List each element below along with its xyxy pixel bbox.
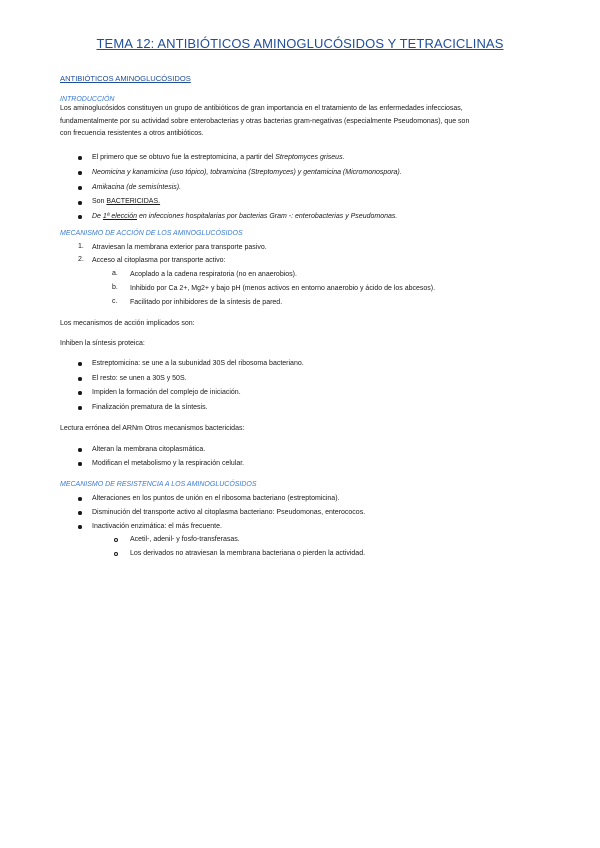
- list-item: El resto: se unen a 30S y 50S.: [92, 375, 187, 382]
- circle-bullet-marker: [114, 538, 118, 542]
- list-item: Disminución del transporte activo al citoplasma bacteriano: Pseudomonas, enterococos.: [92, 509, 366, 516]
- intro-line-3: con frecuencia resistentes a otros antibióticos.: [60, 130, 204, 137]
- intro-line-1: Los aminoglucósidos constituyen un grupo de antibióticos de gran importancia en el tratamiento de las enfermedades infecciosas,: [60, 105, 463, 112]
- list-item: Amikacina (de semisíntesis).: [92, 184, 182, 191]
- intro-paragraph: [60, 103, 550, 141]
- list-item-underline: 1ª elección: [102, 213, 138, 220]
- page-title: TEMA 12: ANTIBIÓTICOS AMINOGLUCÓSIDOS Y TETRACICLINAS: [96, 36, 504, 51]
- list-item-text: Son: [92, 198, 107, 205]
- mechanisms-intro: Los mecanismos de acción implicados son:: [60, 320, 195, 327]
- list-item: Alteraciones en los puntos de unión en el ribosoma bacteriano (estreptomicina).: [92, 495, 340, 502]
- list-item: Modifican el metabolismo y la respiración celular.: [92, 460, 245, 467]
- bullet-marker: [78, 462, 82, 466]
- bullet-marker: [78, 215, 82, 219]
- bullet-marker: [78, 525, 82, 529]
- bullet-marker: [78, 391, 82, 395]
- list-item-text: El primero que se obtuvo fue la estreptomicina, a partir del: [92, 154, 276, 161]
- list-letter: b.: [112, 284, 118, 291]
- bullet-marker: [78, 171, 82, 175]
- list-item: Impiden la formación del complejo de iniciación.: [92, 389, 241, 396]
- list-item: Atraviesan la membrana exterior para transporte pasivo.: [92, 244, 267, 251]
- list-item: Neomicina y kanamicina (uso tópico), tobramicina (Streptomyces) y gentamicina (Micromonospora).: [92, 169, 402, 176]
- list-item: Acceso al citoplasma por transporte activo:: [92, 257, 226, 264]
- protein-heading: Inhiben la síntesis proteica:: [60, 340, 145, 347]
- bullet-marker: [78, 156, 82, 160]
- bullet-marker: [78, 406, 82, 410]
- list-number: 2.: [78, 256, 84, 263]
- list-item: Facilitado por inhibidores de la síntesis de pared.: [130, 299, 283, 306]
- list-item: Acetil-, adenil- y fosfo-transferasas.: [130, 536, 240, 543]
- bullet-marker: [78, 497, 82, 501]
- list-item-italic: Streptomyces griseus.: [275, 154, 345, 161]
- list-item: Los derivados no atraviesan la membrana bacteriana o pierden la actividad.: [130, 550, 366, 557]
- list-item-underline: BACTERICIDAS.: [106, 198, 161, 205]
- bullet-marker: [78, 186, 82, 190]
- circle-bullet-marker: [114, 552, 118, 556]
- resistance-heading: MECANISMO DE RESISTENCIA A LOS AMINOGLUCÓSIDOS: [60, 481, 257, 488]
- list-item: Alteran la membrana citoplasmática.: [92, 446, 206, 453]
- mechanism-heading: MECANISMO DE ACCIÓN DE LOS AMINOGLUCÓSIDOS: [60, 230, 243, 237]
- bullet-marker: [78, 377, 82, 381]
- bullet-marker: [78, 201, 82, 205]
- section-heading: ANTIBIÓTICOS AMINOGLUCÓSIDOS: [60, 74, 191, 83]
- intro-line-2: fundamentalmente por su actividad sobre enterobacterias y otras bacterias gram-negativas (especialmente Pseudomonas), que son: [60, 117, 470, 125]
- list-item: [92, 197, 160, 206]
- list-item: Estreptomicina: se une a la subunidad 30S del ribosoma bacteriano.: [92, 360, 304, 367]
- list-item: [92, 153, 345, 162]
- list-number: 1.: [78, 243, 84, 250]
- erroneous-heading: Lectura errónea del ARNm Otros mecanismos bactericidas:: [60, 425, 245, 432]
- list-item: Acoplado a la cadena respiratoria (no en anaerobios).: [130, 271, 297, 278]
- list-item: [92, 212, 397, 221]
- list-letter: c.: [112, 298, 118, 305]
- list-item-text: en infecciones hospitalarias por bacterias Gram -: enterobacterias y Pseudomonas.: [137, 213, 398, 220]
- list-item: Inactivación enzimática: el más frecuente.: [92, 523, 222, 530]
- bullet-marker: [78, 448, 82, 452]
- list-letter: a.: [112, 270, 118, 277]
- bullet-marker: [78, 362, 82, 366]
- bullet-marker: [78, 511, 82, 515]
- list-item: Finalización prematura de la síntesis.: [92, 404, 208, 411]
- list-item-text: De: [92, 213, 103, 220]
- list-item: Inhibido por Ca 2+, Mg2+ y bajo pH (menos activos en entorno anaerobio y ácido de los abcesos).: [130, 285, 436, 292]
- intro-heading: INTRODUCCIÓN: [60, 96, 115, 103]
